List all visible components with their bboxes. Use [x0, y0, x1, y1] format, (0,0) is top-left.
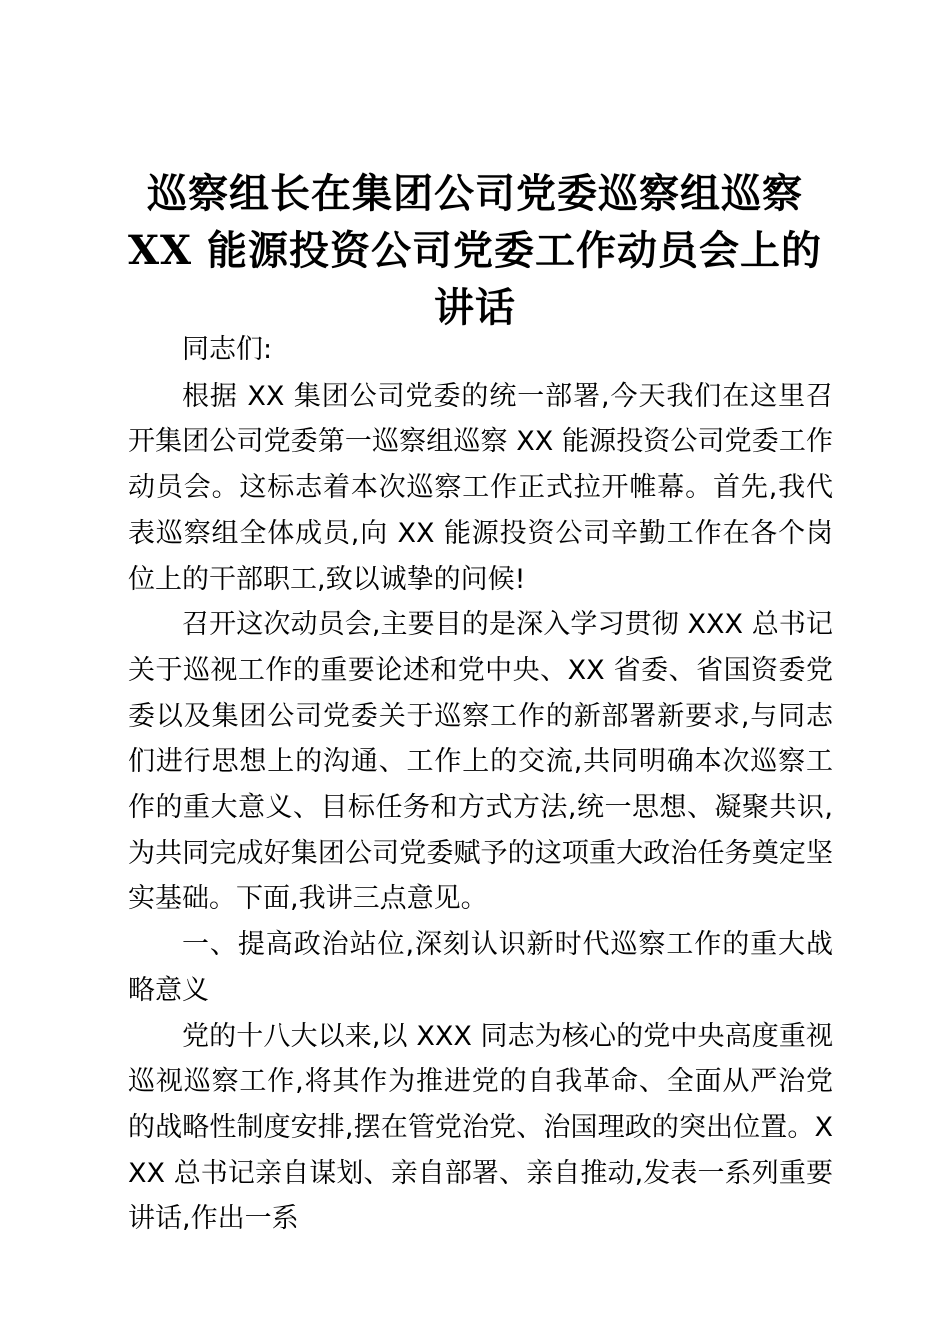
paragraph-purpose: 召开这次动员会,主要目的是深入学习贯彻 XXX 总书记关于巡视工作的重要论述和党中央、XX 省委、省国资委党委以及集团公司党委关于巡察工作的新部署新要求,与同志们进行思想上的沟通、工作上的交流,共同明确本次巡察工作的重大意义、目标任务和方式方法,统一思想、凝聚共识,为共同完成好集团公司党委赋予的这项重大政治任务奠定坚实基础。下面,我讲三点意见。: [128, 609, 833, 915]
document-body: [128, 327, 833, 1242]
title-line-3: 讲话: [434, 284, 516, 331]
paragraph-background: 党的十八大以来,以 XXX 同志为核心的党中央高度重视巡视巡察工作,将其作为推进党的自我革命、全面从严治党的战略性制度安排,摆在管党治党、治国理政的突出位置。XXX 总书记亲自谋划、亲自部署、亲自推动,发表一系列重要讲话,作出一系: [128, 1020, 833, 1235]
document-title: [110, 165, 840, 336]
title-line-1: 巡察组长在集团公司党委巡察组巡察: [147, 170, 803, 217]
greeting: 同志们:: [182, 334, 273, 365]
title-line-2: XX 能源投资公司党委工作动员会上的: [128, 227, 822, 274]
section-heading-1: 一、提高政治站位,深刻认识新时代巡察工作的重大战略意义: [128, 929, 833, 1006]
paragraph-deployment: 根据 XX 集团公司党委的统一部署,今天我们在这里召开集团公司党委第一巡察组巡察 XX 能源投资公司党委工作动员会。这标志着本次巡察工作正式拉开帷幕。首先,我代表巡察组全体成员,向 XX 能源投资公司辛勤工作在各个岗位上的干部职工,致以诚挚的问候!: [128, 380, 833, 595]
